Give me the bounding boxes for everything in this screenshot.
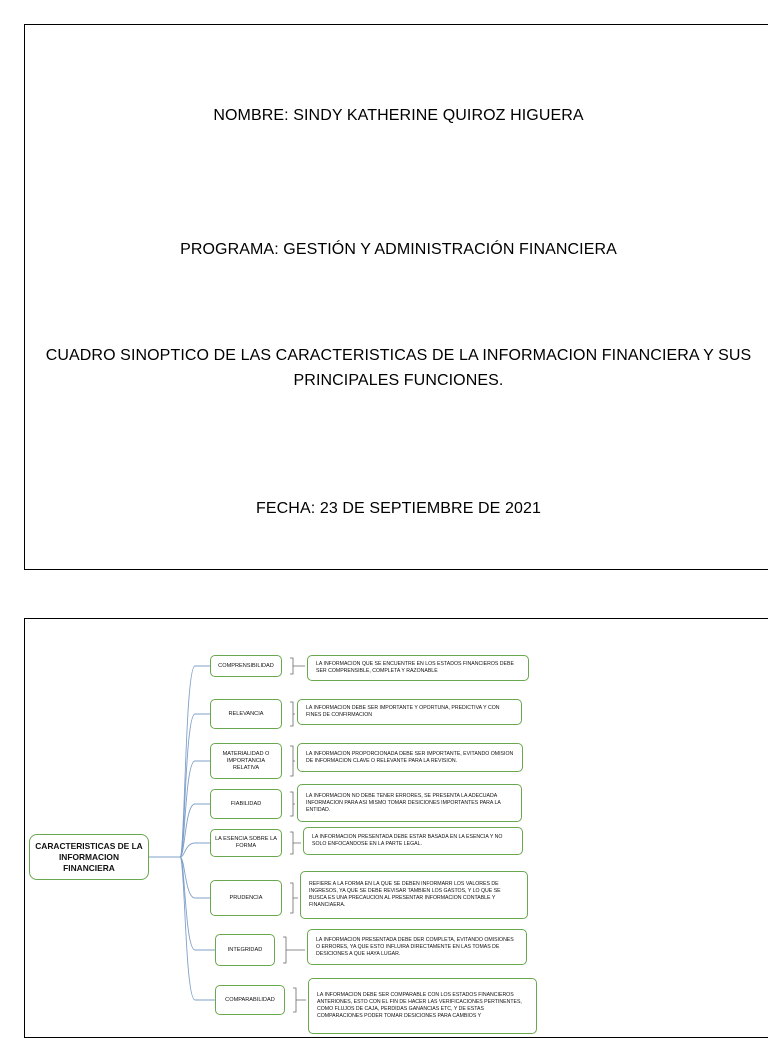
connector-line (180, 857, 215, 1000)
branch-label-node: LA ESENCIA SOBRE LA FORMA (210, 829, 282, 857)
branch-label-node: INTEGRIDAD (215, 934, 275, 966)
cover-page (24, 24, 768, 570)
connector-line (290, 832, 301, 854)
branch-description-node: LA INFORMACION DEBE SER IMPORTANTE Y OPORTUNA, PREDICTIVA Y CON FINES DE CONFIRMACION (297, 699, 522, 725)
student-name: NOMBRE: SINDY KATHERINE QUIROZ HIGUERA (213, 107, 584, 124)
branch-label-node: COMPARABILIDAD (215, 985, 285, 1015)
connector-line (290, 792, 295, 816)
connector-line (290, 883, 298, 913)
branch-label-node: FIABILIDAD (210, 789, 282, 819)
branch-label-node: MATERIALIDAD O IMPORTANCIA RELATIVA (210, 743, 282, 779)
branch-description-node: LA INFORMACION PRESENTADA DEBE DER COMPLETA, EVITANDO OMISIONES O ERRORES, YA QUE ESTO INFLUIRA DIRECTAMENTE EN LAS TOMAS DE DESICIONES A QUE HAYA LUGAR. (307, 929, 527, 965)
connector-line (290, 658, 305, 674)
document-date: FECHA: 23 DE SEPTIEMBRE DE 2021 (256, 500, 541, 517)
branch-label-node: PRUDENCIA (210, 880, 282, 916)
document-title (25, 343, 768, 393)
connector-line (180, 843, 210, 857)
connector-line (293, 988, 306, 1012)
branch-label-node: RELEVANCIA (210, 699, 282, 729)
connector-line (290, 702, 295, 726)
connector-line (283, 937, 305, 963)
mindmap-page (24, 618, 768, 1038)
branch-label-node: COMPRENSIBILIDAD (210, 655, 282, 677)
program-name: PROGRAMA: GESTIÓN Y ADMINISTRACIÓN FINANCIERA (180, 241, 617, 258)
connector-line (290, 746, 295, 776)
branch-description-node: LA INFORMACION NO DEBE TENER ERRORES, SE PRESENTA LA ADECUADA INFORMACION PARA ASI MISMO TOMAR DESICIONES IMPORTANTES PARA LA ENTIDAD. (297, 784, 522, 822)
document-title-text: CUADRO SINOPTICO DE LAS CARACTERISTICAS DE LA INFORMACION FINANCIERA Y SUS PRINCIPALES FUNCIONES. (45, 347, 752, 389)
mindmap-root-node: CARACTERISTICAS DE LA INFORMACION FINANCIERA (29, 834, 149, 880)
branch-description-node: LA INFORMACION QUE SE ENCUENTRE EN LOS ESTADOS FINANCIEROS DEBE SER COMPRENSIBLE, COMPLETA Y RAZONABLE (307, 655, 529, 681)
branch-description-node: REFIERE A LA FORMA EN LA QUE SE DEBEN INFORMARR LOS VALORES DE INGRESOS, YA QUE SE DEBE REVISAR TAMBIEN LOS GASTOS, Y LO QUE SE BUSCA ES UNA PRECAUCION AL PRESENTAR INFORMACION CONTABLE Y FINANCIAERA. (300, 871, 528, 919)
branch-description-node: LA INFORMACION DEBE SER COMPARABLE CON LOS ESTADOS FINANCIEROS ANTERIONES, ESTO CON EL FIN DE HACER LAS VERIFICACIONES PERTINENTES, COMO FLUJOS DE CAJA, PERDIDAS GANANCIAS ETC, Y DE ESTAS COMPARACIONES PODER TOMAR DESICIONES PARA CAMBIOS Y (308, 978, 537, 1034)
branch-description-node: LA INFORMACION PRESENTADA DEBE ESTAR BASADA EN LA ESENCIA Y NO SOLO ENFOCANDOSE EN LA PARTE LEGAL. (303, 827, 523, 855)
branch-description-node: LA INFORMACION PROPORCIONADA DEBE SER IMPORTANTE, EVITANDO OMISION DE INFORMACION CLAVE O RELEVANTE PARA LA REVISION. (297, 743, 523, 772)
